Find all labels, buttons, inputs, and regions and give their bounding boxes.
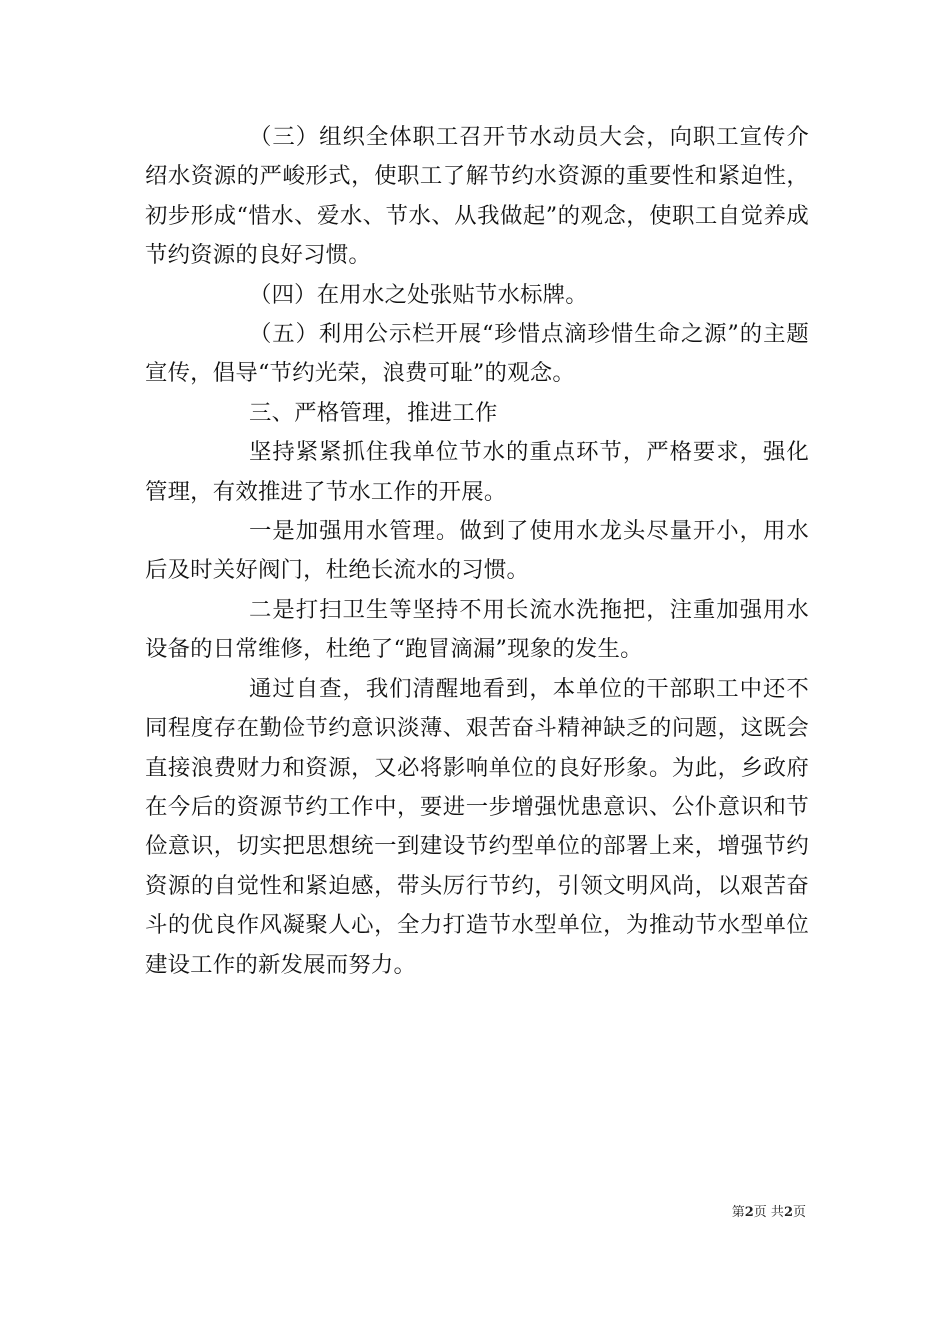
paragraph-management-intro: 坚持紧紧抓住我单位节水的重点环节，严格要求，强化管理，有效推进了节水工作的开展。 [145,439,809,505]
page-footer [732,1203,806,1223]
paragraph-conclusion: 通过自查，我们清醒地看到，本单位的干部职工中还不同程度存在勤俭节约意识淡薄、艰苦奋斗精神缺乏的问题，这既会直接浪费财力和资源，又必将影响单位的良好形象。为此，乡政府在今后的资源节约工作中，要进一步增强忧患意识、公仆意识和节俭意识，切实把思想统一到建设节约型单位的部署上来，增强节约资源的自觉性和紧迫感，带头厉行节约，引领文明风尚，以艰苦奋斗的优良作风凝聚人心，全力打造节水型单位，为推动节水型单位建设工作的新发展而努力。 [145,675,809,978]
footer-total-pages: 2 [783,1205,793,1220]
document-body [145,118,809,985]
paragraph-section-5: （五）利用公示栏开展“珍惜点滴珍惜生命之源”的主题宣传，倡导“节约光荣，浪费可耻”的观念。 [145,321,809,387]
paragraph-item-one: 一是加强用水管理。做到了使用水龙头尽量开小，用水后及时关好阀门，杜绝长流水的习惯。 [145,518,809,584]
section-heading-strict-management: 三、严格管理，推进工作 [249,399,498,426]
footer-prefix: 第 [731,1205,745,1220]
footer-middle: 页 共 [753,1205,784,1220]
footer-page-number: 2 [744,1205,754,1220]
paragraph-item-two: 二是打扫卫生等坚持不用长流水洗拖把，注重加强用水设备的日常维修，杜绝了“跑冒滴漏”现象的发生。 [145,596,809,663]
paragraph-section-3: （三）组织全体职工召开节水动员大会，向职工宣传介绍水资源的严峻形式，使职工了解节约水资源的重要性和紧迫性，初步形成“惜水、爱水、节水、从我做起”的观念，使职工自觉养成节约资源的良好习惯。 [145,124,809,269]
paragraph-section-4: （四）在用水之处张贴节水标牌。 [249,281,588,308]
footer-suffix: 页 [792,1205,806,1220]
